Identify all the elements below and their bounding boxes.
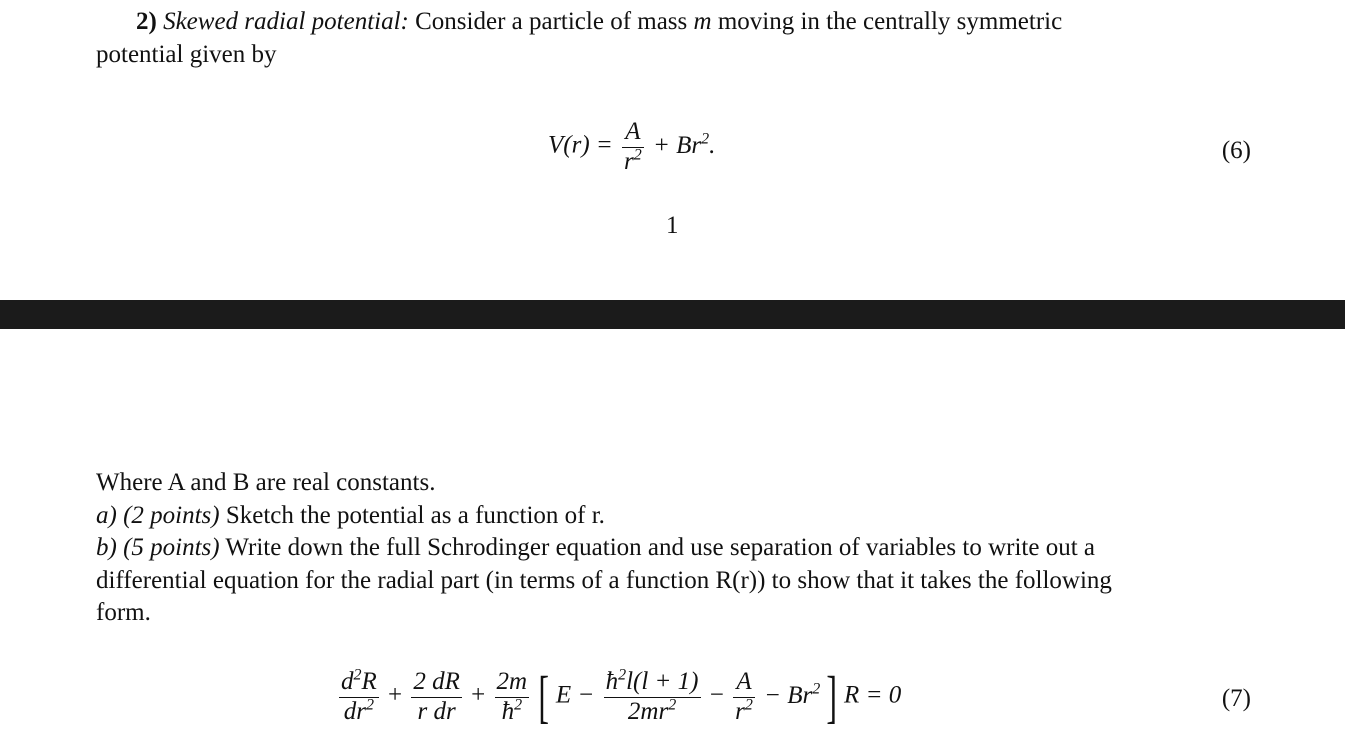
plus-sign: + [471, 681, 486, 709]
equation-7 [336, 664, 902, 729]
problem-intro-line-1 [96, 6, 1252, 39]
eq7-frac-2-num: 2 dR [411, 668, 462, 698]
eq7-frac-2-den: r dr [417, 698, 456, 725]
eq7-frac-2 [411, 668, 462, 726]
part-a-text: Sketch the potential as a function of r. [225, 502, 605, 529]
part-b-label: b) [96, 534, 117, 561]
part-a-points: (2 points) [123, 502, 220, 529]
eq7-frac-1-den: $dr^2$ [343, 696, 374, 725]
eq6-numerator: A [622, 118, 644, 148]
eq6-lhs: V(r) = [548, 131, 613, 159]
eq7-frac-4-num: $ħ^2l(l + 1)$ [604, 668, 701, 698]
eq7-frac-3 [495, 668, 530, 726]
part-a-label: a) [96, 502, 117, 529]
equation-7-number: (7) [1221, 685, 1251, 712]
eq7-energy: E − [555, 681, 595, 709]
page-number: 1 [666, 212, 679, 239]
eq7-frac-4-den: $2mr^2$ [627, 696, 677, 725]
constants-line: Where A and B are real constants. [96, 469, 436, 496]
part-b-line-3: form. [96, 599, 151, 626]
eq7-tail: − $Br^2$ [764, 680, 821, 709]
eq7-frac-4 [604, 668, 701, 726]
problem-title: Skewed radial potential: [163, 8, 409, 35]
equation-6 [548, 118, 715, 176]
eq6-rest: + $Br^2$. [653, 130, 716, 159]
eq7-frac-1-num: $d^2R$ [339, 668, 379, 698]
eq7-frac-5 [733, 668, 755, 726]
minus-sign: − [709, 681, 724, 709]
part-b-line-1 [96, 532, 1252, 565]
eq7-rhs: R = 0 [844, 681, 902, 709]
part-b-points: (5 points) [123, 534, 220, 561]
eq7-frac-3-den: $ħ^2$ [501, 696, 523, 725]
part-b-text-1: Write down the full Schrodinger equation and use separation of variables to write out a [225, 534, 1095, 561]
equation-6-number: (6) [1221, 137, 1251, 164]
intro-line-2: potential given by [96, 41, 277, 68]
eq7-frac-1 [339, 668, 379, 726]
intro-text-2: moving in the centrally symmetric [717, 8, 1063, 35]
part-b-line-2: differential equation for the radial part (in terms of a function R(r)) to show that it takes the following [96, 567, 1112, 594]
intro-text-1: Consider a particle of mass [415, 8, 688, 35]
eq7-frac-3-num: 2m [495, 668, 530, 698]
plus-sign: + [388, 681, 403, 709]
part-a [96, 500, 1252, 533]
problem-number: 2) [136, 8, 157, 35]
eq6-fraction [622, 118, 644, 176]
eq7-frac-5-num: A [733, 668, 755, 698]
mass-symbol: m [693, 8, 712, 35]
right-bracket: ] [826, 664, 838, 729]
page-separator [0, 300, 1345, 329]
eq7-frac-5-den: $r^2$ [735, 696, 753, 725]
left-bracket: [ [538, 664, 550, 729]
eq6-denominator: $r^2$ [624, 146, 642, 175]
